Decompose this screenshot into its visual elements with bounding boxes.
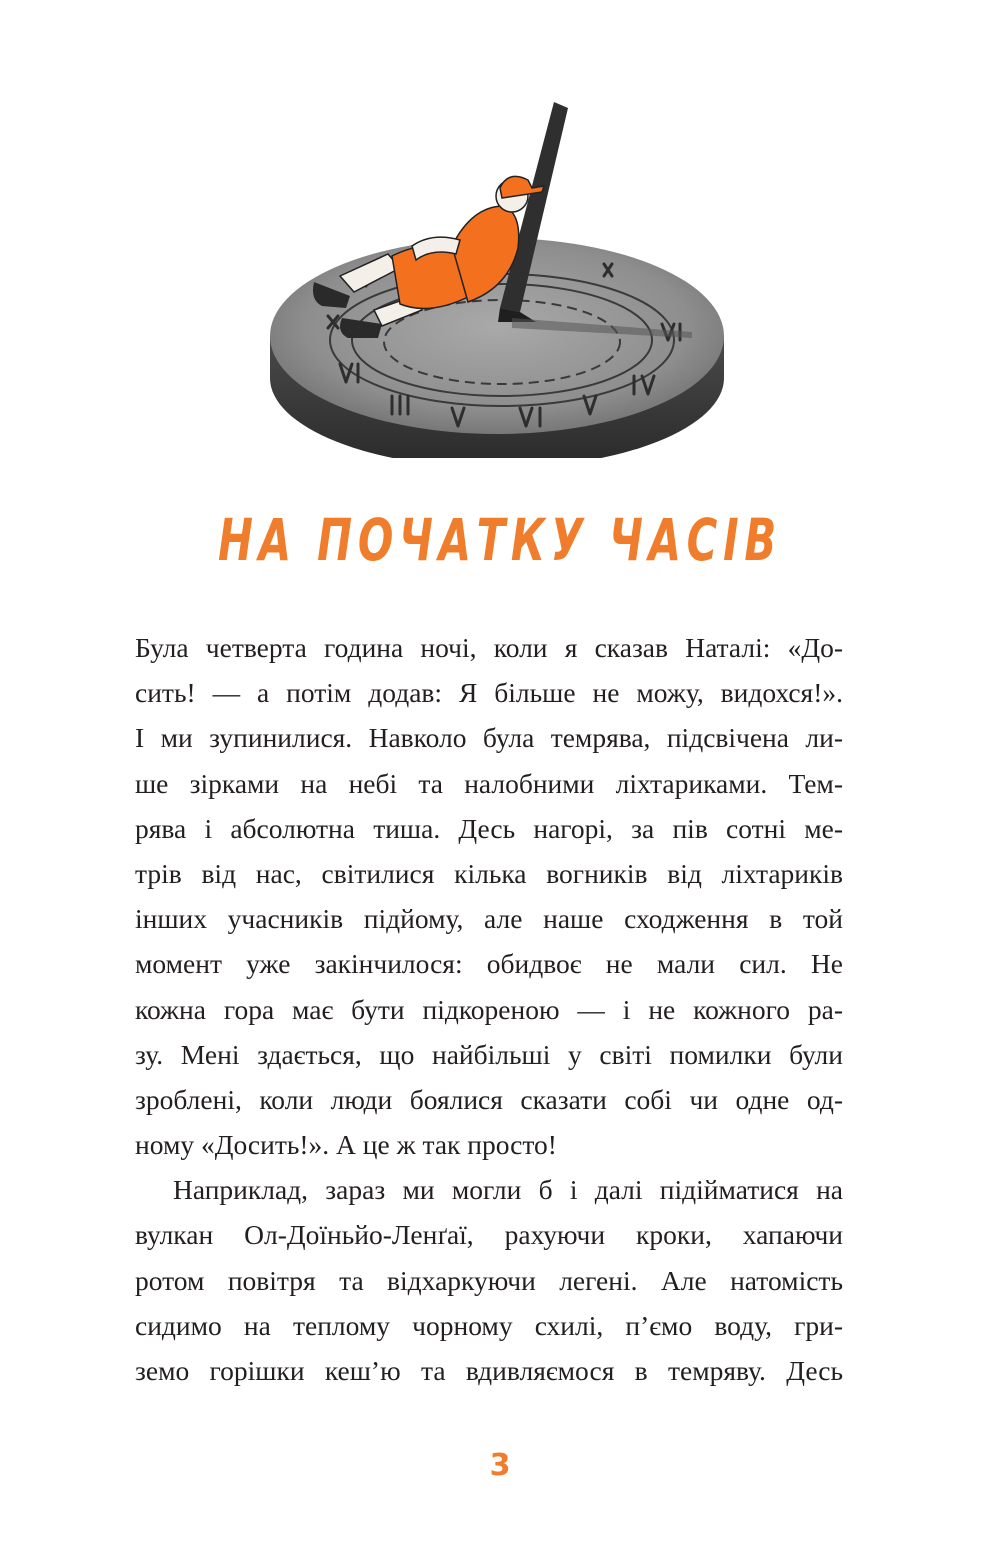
text-line: ше зірками на небі та налобними ліхтариками. Тем- xyxy=(135,767,843,799)
text-line: кожна гора має бути підкореною — і не кожного ра- xyxy=(135,993,843,1025)
text-line: трів від нас, світилися кілька вогників від ліхтариків xyxy=(135,857,843,889)
sundial-illustration xyxy=(262,96,732,458)
text-line: рява і абсолютна тиша. Десь нагорі, за пів сотні ме- xyxy=(135,812,843,844)
text-line: інших учасників підйому, але наше сходження в той xyxy=(135,903,843,935)
text-line: сить! — а потім додав: Я більше не можу, видохся!». xyxy=(135,677,843,709)
text-line: вулкан Ол-Доїньйо-Ленґаї, рахуючи кроки, хапаючи xyxy=(135,1219,843,1251)
chapter-body xyxy=(135,625,843,1393)
text-line: момент уже закінчилося: обидвоє не мали сил. Не xyxy=(135,948,843,980)
text-line: зроблені, коли люди боялися сказати собі чи одне од- xyxy=(135,1083,843,1115)
text-line: Наприклад, зараз ми могли б і далі підійматися на xyxy=(173,1174,843,1206)
text-line: Була четверта година ночі, коли я сказав Наталі: «До- xyxy=(135,632,843,663)
text-line: І ми зупинилися. Навколо була темрява, підсвічена ли- xyxy=(135,722,843,754)
chapter-title: НА ПОЧАТКУ ЧАСІВ xyxy=(218,506,782,574)
paragraph xyxy=(135,625,843,1167)
text-line: ному «Досить!». А це ж так просто! xyxy=(135,1129,557,1161)
text-line: сидимо на теплому чорному схилі, п’ємо воду, гри- xyxy=(135,1309,843,1341)
paragraph xyxy=(135,1167,843,1393)
text-line: ротом повітря та відхаркуючи легені. Але натомість xyxy=(135,1264,843,1296)
text-line: земо горішки кеш’ю та вдивляємося в темряву. Десь xyxy=(135,1355,843,1386)
text-line: зу. Мені здається, що найбільші у світі помилки були xyxy=(135,1038,843,1070)
page-number: 3 xyxy=(489,1448,511,1483)
